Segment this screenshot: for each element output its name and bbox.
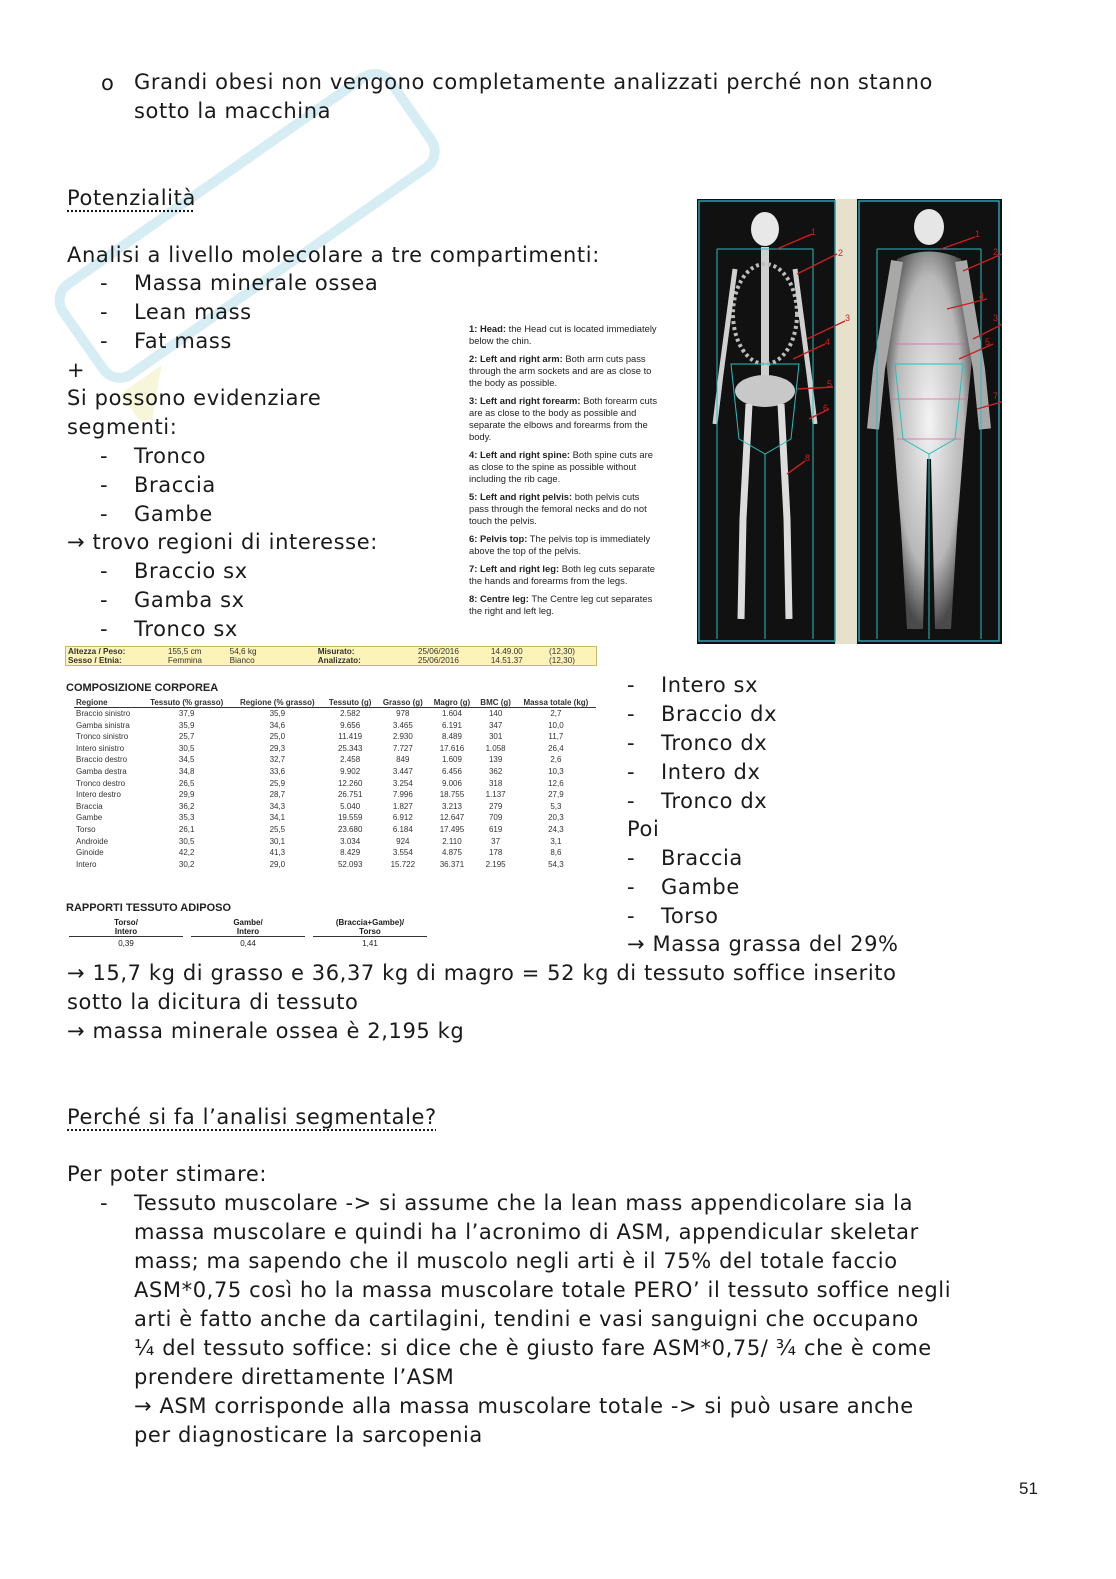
intro-bullet-marker: o (101, 71, 115, 95)
ratios-title: RAPPORTI TESSUTO ADIPOSO (66, 902, 232, 914)
ratio-label: Intero (69, 927, 183, 937)
list-item: - Tronco dx (627, 789, 768, 813)
table-cell: 25,9 (269, 778, 286, 788)
table-cell: 2.930 (392, 732, 413, 742)
scan-marker: 3 (845, 313, 851, 323)
table-cell: 10,0 (548, 720, 564, 730)
list-item: - Braccio dx (627, 702, 778, 726)
ratio-label: (Braccia+Gambe)/ (335, 918, 405, 927)
patient-value: (12,30) (549, 656, 575, 665)
table-cell: 11,7 (548, 732, 564, 742)
table-cell: 2.458 (340, 755, 361, 765)
scan-marker: 5 (985, 337, 991, 347)
body-arrow-line-2: per diagnosticare la sarcopenia (134, 1423, 483, 1447)
table-cell: 12.260 (337, 778, 363, 788)
table-header: Regione (74, 698, 142, 708)
patient-label: Misurato: (317, 647, 355, 656)
table-cell: 1.137 (485, 790, 506, 800)
cut-legend-item (469, 353, 684, 389)
table-cell: 19.559 (337, 813, 363, 823)
table-cell: 1.604 (441, 709, 462, 718)
table-cell: 32,7 (269, 755, 286, 765)
table-cell: 140 (488, 709, 503, 718)
table-cell: 37 (491, 836, 501, 846)
ratio-item (313, 918, 427, 948)
list-item: - Lean mass (100, 300, 252, 324)
table-cell: 25,0 (269, 732, 286, 742)
table-cell: 27,9 (548, 790, 564, 800)
table-cell: 23.680 (337, 824, 363, 834)
cut-legend-text: Both spine cuts are (572, 449, 653, 460)
table-cell: 4.875 (441, 848, 462, 858)
scan-marker: 4 (979, 291, 985, 301)
cut-legend-title: 3: Left and right forearm: (469, 395, 581, 406)
table-cell: 3.554 (392, 848, 413, 858)
scan-marker: 2 (838, 248, 844, 258)
regioni-intro: → trovo regioni di interesse: (67, 530, 378, 554)
table-cell: Braccio sinistro (76, 709, 131, 718)
table-cell: Tronco sinistro (76, 732, 129, 742)
composition-table (74, 698, 596, 870)
patient-label: Altezza / Peso: (68, 647, 126, 656)
patient-label: Analizzato: (317, 656, 361, 665)
table-row (74, 824, 596, 836)
cut-legend-title: 5: Left and right pelvis: (469, 491, 573, 502)
table-cell: 1.058 (485, 743, 506, 753)
table-cell: 1.827 (392, 801, 413, 811)
body-line: ASM*0,75 così ho la massa muscolare totale PERO’ il tessuto soffice negli (134, 1278, 952, 1302)
list-item: - Gamba sx (100, 588, 245, 612)
cut-legend-text: Both forearm cuts (583, 395, 658, 406)
list-item: - Torso (627, 904, 719, 928)
table-cell: 34,5 (178, 755, 195, 765)
ratio-value: 1,41 (362, 939, 378, 948)
table-header: Magro (g) (428, 698, 475, 708)
cut-legend-text: the body as possible. (469, 377, 558, 388)
cut-legend-item (469, 491, 684, 527)
body-line: Tessuto muscolare -> si assume che la lean mass appendicolare sia la (134, 1191, 914, 1215)
table-cell: Gambe (76, 813, 103, 823)
table-cell: 36.371 (439, 859, 465, 869)
table-cell: 17.616 (439, 743, 465, 753)
table-cell: 41,3 (269, 848, 286, 858)
segmenti-line-1: Si possono evidenziare (67, 386, 322, 410)
table-cell: 35,9 (269, 709, 286, 718)
segmenti-line-2: segmenti: (67, 415, 178, 439)
table-cell: Gamba destra (76, 766, 127, 776)
patient-row (66, 647, 597, 657)
patient-value: 25/06/2016 (417, 647, 459, 656)
table-cell: Intero destro (76, 790, 121, 800)
table-cell: 2.195 (485, 859, 506, 869)
table-cell: Torso (76, 824, 96, 834)
table-cell: 26,1 (178, 824, 195, 834)
dxa-scan-image (697, 199, 1002, 644)
table-header: Tessuto (g) (323, 698, 377, 708)
table-cell: Intero sinistro (76, 743, 125, 753)
table-row (74, 766, 596, 778)
table-cell: 30,2 (178, 859, 195, 869)
table-row (74, 789, 596, 801)
table-cell: 362 (488, 766, 503, 776)
table-cell: 6.912 (392, 813, 413, 823)
cut-legend-item (469, 449, 684, 485)
table-cell: 1.609 (441, 755, 462, 765)
cut-legend-text: as close to the spine as possible without (469, 461, 637, 472)
table-header: Massa totale (kg) (516, 698, 596, 708)
list-item: - Fat mass (100, 329, 232, 353)
table-cell: 8.489 (441, 732, 462, 742)
cut-legend-text: below the chin. (469, 335, 532, 346)
table-cell: 26,4 (548, 743, 564, 753)
table-cell: 139 (488, 755, 503, 765)
table-cell: Tronco destro (76, 778, 126, 788)
table-cell: 33,6 (269, 766, 286, 776)
list-item: - Massa minerale ossea (100, 271, 379, 295)
list-item: - Tronco sx (100, 617, 238, 641)
table-cell: 15.722 (390, 859, 416, 869)
summary-line-2: sotto la dicitura di tessuto (67, 990, 359, 1014)
scan-marker: 3 (993, 313, 999, 323)
compartments-list (100, 269, 378, 356)
ratio-label: Torso/ (114, 918, 138, 927)
scan-marker: 8 (805, 453, 811, 463)
table-cell: 25,5 (269, 824, 286, 834)
composition-title: COMPOSIZIONE CORPOREA (66, 682, 219, 694)
table-cell: 2.582 (340, 709, 361, 718)
patient-value: 54,6 kg (229, 647, 257, 656)
regions-left-list (100, 557, 248, 644)
table-cell: Gamba sinistra (76, 720, 130, 730)
cut-legend-text: are as close to the body as possible and (469, 407, 637, 418)
segments-list (100, 442, 216, 529)
table-cell: 301 (488, 732, 503, 742)
table-cell: 34,6 (269, 720, 286, 730)
table-header: Grasso (g) (377, 698, 428, 708)
table-cell: 3.465 (392, 720, 413, 730)
cut-legend-text: pass through the femoral necks and do not (469, 503, 647, 514)
cut-legend-text: separate the elbows and forearms from the (469, 419, 648, 430)
table-cell: 29,0 (269, 859, 286, 869)
table-cell: 6.456 (441, 766, 462, 776)
table-cell: 9.656 (340, 720, 361, 730)
table-cell: Braccia (76, 801, 103, 811)
table-row (74, 847, 596, 859)
table-cell: Intero (76, 859, 97, 869)
table-cell: 619 (488, 824, 503, 834)
table-cell: 26,5 (178, 778, 195, 788)
cut-legend-item (469, 533, 684, 557)
table-cell: 26.751 (337, 790, 363, 800)
cut-legend-text: both pelvis cuts (574, 491, 640, 502)
list-item: - Gambe (100, 502, 213, 526)
regions-right-list (627, 671, 777, 816)
table-cell: 7.727 (392, 743, 413, 753)
table-row (74, 836, 596, 848)
table-cell: Ginoide (76, 848, 104, 858)
cut-legend-item (469, 395, 684, 443)
body-line: prendere direttamente l’ASM (134, 1365, 455, 1389)
cut-legend-text: the right and left leg. (469, 605, 554, 616)
list-item: - Braccio sx (100, 559, 248, 583)
patient-label: Sesso / Etnia: (68, 656, 122, 665)
intro-line-2: sotto la macchina (134, 99, 332, 123)
body-line: massa muscolare e quindi ha l’acronimo di ASM, appendicular skeletar (134, 1220, 919, 1244)
ratio-value: 0,39 (118, 939, 134, 948)
table-header: Tessuto (% grasso) (142, 698, 232, 708)
scan-marker: 6 (823, 403, 829, 413)
table-cell: 709 (488, 813, 503, 823)
list-item: - Braccia (100, 473, 216, 497)
table-cell: 3.447 (392, 766, 413, 776)
table-cell: 29,9 (178, 790, 195, 800)
cut-legend-title: 8: Centre leg: (469, 593, 529, 604)
table-cell: 52.093 (337, 859, 363, 869)
summary-line-1: → 15,7 kg di grasso e 36,37 kg di magro = 52 kg di tessuto soffice inserito (67, 961, 897, 985)
table-cell: 2,6 (550, 755, 562, 765)
heading-perche: Perché si fa l’analisi segmentale? (67, 1105, 437, 1129)
table-row (74, 778, 596, 790)
cut-legend-text: the hands and forearms from the legs. (469, 575, 628, 586)
patient-info-box (65, 646, 597, 666)
heading-potenzialita: Potenzialità (67, 186, 196, 210)
cut-legend (469, 323, 684, 623)
patient-value: 25/06/2016 (417, 656, 459, 665)
plus-sign: + (67, 358, 86, 382)
ratios-row (69, 918, 429, 948)
cut-legend-item (469, 323, 684, 347)
scan-marker: 4 (825, 337, 831, 347)
body-bullet-text (134, 1189, 951, 1450)
summary-line-3: → massa minerale ossea è 2,195 kg (67, 1019, 465, 1043)
table-cell: 18.755 (439, 790, 465, 800)
per-poter-stimare: Per poter stimare: (67, 1162, 268, 1186)
ratio-item (69, 918, 183, 948)
table-cell: 8,6 (550, 848, 562, 858)
table-cell: 10,3 (548, 766, 564, 776)
intro-line-1: Grandi obesi non vengono completamente analizzati perché non stanno (134, 70, 933, 94)
table-row (74, 720, 596, 732)
cut-legend-title: 2: Left and right arm: (469, 353, 563, 364)
patient-value: 14.51.37 (490, 656, 523, 665)
table-cell: 34,8 (178, 766, 195, 776)
cut-legend-title: 7: Left and right leg: (469, 563, 560, 574)
table-cell: 3.213 (441, 801, 462, 811)
list-item: - Intero dx (627, 760, 761, 784)
list-item: - Tronco dx (627, 731, 768, 755)
list-item: - Gambe (627, 875, 740, 899)
ratio-label: Torso (313, 927, 427, 937)
table-row (74, 812, 596, 824)
table-row (74, 859, 596, 871)
table-cell: 42,2 (178, 848, 195, 858)
scan-marker: 7 (993, 391, 999, 401)
body-bullet-marker: - (100, 1191, 109, 1215)
cut-legend-item (469, 593, 684, 617)
table-cell: 978 (396, 709, 410, 718)
massa-grassa-note: → Massa grassa del 29% (627, 932, 899, 956)
patient-value: (12,30) (549, 647, 575, 656)
list-item: - Intero sx (627, 673, 759, 697)
poi-label: Poi (627, 817, 660, 841)
table-cell: 11.419 (338, 732, 363, 742)
body-line: ¼ del tessuto soffice: si dice che è giusto fare ASM*0,75/ ¾ che è come (134, 1336, 932, 1360)
table-cell: 318 (488, 778, 503, 788)
table-cell: 3,1 (550, 836, 562, 846)
list-item: - Tronco (100, 444, 207, 468)
table-cell: 2,7 (550, 709, 562, 718)
patient-value: 155,5 cm (167, 647, 202, 656)
table-cell: 36,2 (178, 801, 195, 811)
table-cell: 178 (488, 848, 503, 858)
table-cell: 2.110 (442, 836, 462, 846)
ratio-label: Intero (191, 927, 305, 937)
table-row (74, 754, 596, 766)
table-cell: 12.647 (439, 813, 465, 823)
cut-legend-text: The pelvis top is immediately (529, 533, 651, 544)
body-line: mass; ma sapendo che il muscolo negli arti è il 75% del totale faccio (134, 1249, 898, 1273)
table-cell: Braccio destro (76, 755, 128, 765)
table-cell: 12,6 (548, 778, 564, 788)
cut-legend-text: touch the pelvis. (469, 515, 537, 526)
table-cell: 30,5 (178, 836, 195, 846)
table-cell: 8.429 (340, 848, 361, 858)
table-cell: 849 (396, 755, 410, 765)
table-cell: 35,3 (178, 813, 195, 823)
ratio-value: 0,44 (240, 939, 256, 948)
ratio-label: Gambe/ (233, 918, 263, 927)
cut-legend-title: 1: Head: (469, 323, 506, 334)
table-cell: 9.902 (340, 766, 361, 776)
patient-value: Femmina (167, 656, 202, 665)
table-cell: 25.343 (337, 743, 363, 753)
scan-marker: 2 (993, 247, 999, 257)
table-cell: 7.996 (392, 790, 413, 800)
table-cell: Androide (76, 836, 109, 846)
table-cell: 24,3 (548, 824, 564, 834)
table-cell: 279 (488, 801, 503, 811)
scan-marker: 1 (811, 227, 817, 237)
table-cell: 924 (396, 836, 410, 846)
patient-row (66, 656, 597, 666)
table-cell: 28,7 (269, 790, 286, 800)
table-cell: 3.034 (340, 836, 361, 846)
page-number: 51 (1019, 1479, 1038, 1498)
body-arrow-line-1: → ASM corrisponde alla massa muscolare totale -> si può usare anche (134, 1394, 914, 1418)
cut-legend-text: the Head cut is located immediately (508, 323, 657, 334)
patient-value: 14.49.00 (490, 647, 523, 656)
cut-legend-text: body. (469, 431, 492, 442)
table-header-row (74, 698, 596, 708)
table-row (74, 801, 596, 813)
cut-legend-text: Both arm cuts pass (565, 353, 646, 364)
cut-legend-title: 4: Left and right spine: (469, 449, 571, 460)
list-item: - Braccia (627, 846, 743, 870)
table-cell: 34,3 (269, 801, 286, 811)
cut-legend-text: including the rib cage. (469, 473, 561, 484)
poi-list (627, 844, 743, 931)
table-cell: 54,3 (548, 859, 564, 869)
body-line: arti è fatto anche da cartilagini, tendini e vasi sanguigni che occupano (134, 1307, 919, 1331)
cut-legend-title: 6: Pelvis top: (469, 533, 528, 544)
table-cell: 6.191 (441, 720, 462, 730)
cut-legend-text: Both leg cuts separate (561, 563, 656, 574)
table-cell: 5.040 (340, 801, 361, 811)
cut-legend-text: through the arm sockets and are as close to (469, 365, 652, 376)
scan-marker: 1 (975, 229, 981, 239)
table-cell: 30,5 (178, 743, 195, 753)
table-cell: 20,3 (548, 813, 564, 823)
table-row (74, 743, 596, 755)
table-cell: 34,1 (269, 813, 286, 823)
table-cell: 37,9 (178, 709, 195, 718)
table-cell: 29,3 (269, 743, 286, 753)
table-cell: 3.254 (392, 778, 413, 788)
table-cell: 17.495 (439, 824, 465, 834)
table-cell: 35,9 (178, 720, 195, 730)
table-cell: 30,1 (269, 836, 286, 846)
table-cell: 5,3 (550, 801, 562, 811)
table-header: Regione (% grasso) (232, 698, 324, 708)
table-cell: 25,7 (178, 732, 195, 742)
table-cell: 9.006 (441, 778, 462, 788)
scan-marker: 5 (827, 379, 833, 389)
table-cell: 347 (488, 720, 503, 730)
analisi-intro: Analisi a livello molecolare a tre compartimenti: (67, 243, 600, 267)
ratio-item (191, 918, 305, 948)
table-row (74, 708, 596, 720)
table-cell: 6.184 (392, 824, 413, 834)
cut-legend-text: The Centre leg cut separates (531, 593, 653, 604)
patient-value: Bianco (229, 656, 255, 665)
table-row (74, 731, 596, 743)
cut-legend-item (469, 563, 684, 587)
cut-legend-text: above the top of the pelvis. (469, 545, 582, 556)
table-header: BMC (g) (475, 698, 515, 708)
